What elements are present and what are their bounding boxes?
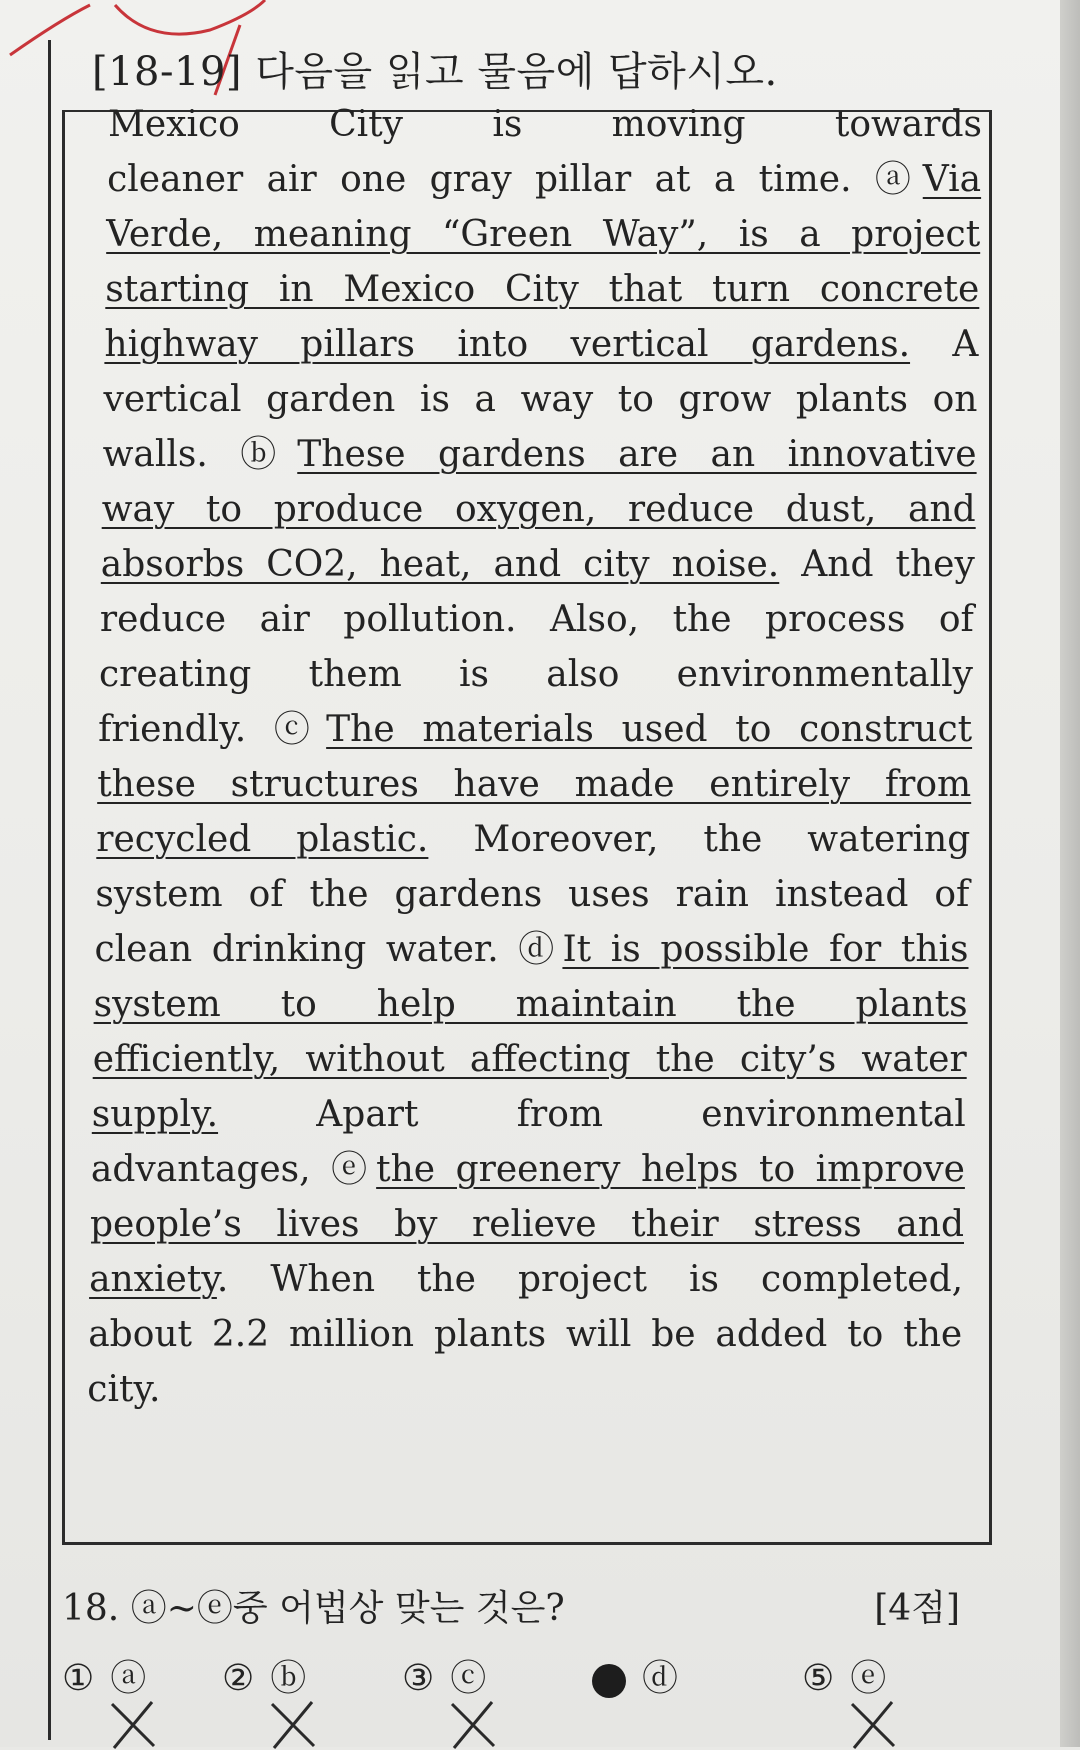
passage-line <box>97 762 971 808</box>
underlined-phrase: people’s lives by relieve their stress and <box>90 1204 964 1245</box>
passage-line <box>90 1202 964 1248</box>
passage-line <box>88 1312 962 1358</box>
marked-bubble-icon <box>592 1664 626 1698</box>
answer-choice-3[interactable] <box>402 1650 486 1701</box>
underlined-phrase: Verde, meaning “Green Way”, is a project <box>106 214 981 255</box>
passage-phrase: Apart from environmental <box>218 1094 966 1135</box>
choice-number: ① <box>62 1658 95 1699</box>
choice-number: ② <box>222 1658 255 1699</box>
passage-line <box>87 1367 961 1413</box>
underlined-phrase: these structures have made entirely from <box>97 764 972 805</box>
cross-out-mark-icon <box>264 1700 324 1750</box>
underlined-phrase: supply. <box>91 1094 219 1135</box>
passage-line <box>102 487 976 533</box>
passage-phrase: And they <box>779 544 975 585</box>
passage-line <box>94 982 968 1028</box>
passage-line <box>93 1037 967 1083</box>
passage-line <box>106 212 980 258</box>
answer-choice-4[interactable] <box>592 1650 678 1701</box>
passage-line <box>105 267 979 313</box>
passage-line <box>91 1147 965 1193</box>
passage-phrase: friendly. ⓒ <box>98 709 327 750</box>
passage-phrase: about 2.2 million plants will be added to the <box>88 1314 963 1355</box>
answer-choice-2[interactable] <box>222 1650 306 1701</box>
passage-line <box>108 102 982 148</box>
passage-line <box>96 817 970 863</box>
page-margin-rule <box>48 40 51 1740</box>
cross-out-mark-icon <box>444 1700 504 1750</box>
underlined-phrase: It is possible for this <box>562 929 969 970</box>
passage-line <box>95 927 969 973</box>
passage-phrase: Moreover, the watering <box>428 819 971 860</box>
passage-line <box>100 597 974 643</box>
answer-choice-1[interactable] <box>62 1650 146 1701</box>
choice-label: ⓓ <box>642 1658 679 1699</box>
underlined-phrase: These gardens are an innovative <box>297 434 977 475</box>
section-heading: [18-19] 다음을 읽고 물음에 답하시오. <box>92 49 778 95</box>
passage-phrase: cleaner air one gray pillar at a time. ⓐ <box>107 159 923 200</box>
passage-line <box>92 1092 966 1138</box>
underlined-phrase: highway pillars into vertical gardens. <box>104 324 911 365</box>
passage-line <box>104 322 978 368</box>
underlined-phrase: way to produce oxygen, reduce dust, and <box>101 489 976 530</box>
underlined-phrase: system to help maintain the plants <box>93 984 968 1025</box>
choice-label: ⓑ <box>270 1658 307 1699</box>
question-points: [4점] <box>874 1588 960 1629</box>
underlined-phrase: anxiety <box>89 1259 217 1300</box>
underlined-phrase: recycled plastic. <box>96 819 429 860</box>
passage-line <box>107 157 981 203</box>
passage-phrase: reduce air pollution. Also, the process of <box>99 599 974 640</box>
underlined-phrase: starting in Mexico City that turn concrete <box>105 269 980 310</box>
question-18-text: 18. ⓐ~ⓔ중 어법상 맞는 것은? <box>62 1588 565 1629</box>
passage-phrase: city. <box>87 1369 161 1410</box>
passage-phrase: advantages, ⓔ <box>90 1149 377 1190</box>
underlined-phrase: The materials used to construct <box>326 709 973 750</box>
passage-line <box>99 652 973 698</box>
passage-phrase: . When the project is completed, <box>216 1259 964 1300</box>
passage-phrase: vertical garden is a way to grow plants on <box>103 379 978 420</box>
cross-out-mark-icon <box>844 1700 904 1750</box>
underlined-phrase: absorbs CO2, heat, and city noise. <box>100 544 780 585</box>
underlined-phrase: Via <box>922 159 982 200</box>
underlined-phrase: efficiently, without affecting the city’s water <box>92 1039 967 1080</box>
passage-line <box>101 542 975 588</box>
answer-choice-5[interactable] <box>802 1650 886 1701</box>
choice-number: ③ <box>402 1658 435 1699</box>
passage-phrase: walls. ⓑ <box>102 434 298 475</box>
choice-label: ⓒ <box>450 1658 487 1699</box>
passage-line <box>103 432 977 478</box>
choice-number: ⑤ <box>802 1658 835 1699</box>
cross-out-mark-icon <box>104 1700 164 1750</box>
passage-phrase: system of the gardens uses rain instead of <box>95 874 970 915</box>
choice-label: ⓔ <box>850 1658 887 1699</box>
passage-phrase: clean drinking water. ⓓ <box>94 929 563 970</box>
passage-line <box>104 377 978 423</box>
underlined-phrase: the greenery helps to improve <box>376 1149 965 1190</box>
passage-line <box>95 872 969 918</box>
passage-phrase: Mexico City is moving towards <box>108 104 982 145</box>
passage-line <box>89 1257 963 1303</box>
passage-line <box>98 707 972 753</box>
page-edge-shadow <box>1060 0 1080 1747</box>
passage-phrase: creating them is also environmentally <box>99 654 973 695</box>
choice-label: ⓐ <box>110 1658 147 1699</box>
passage-phrase: A <box>910 324 979 365</box>
